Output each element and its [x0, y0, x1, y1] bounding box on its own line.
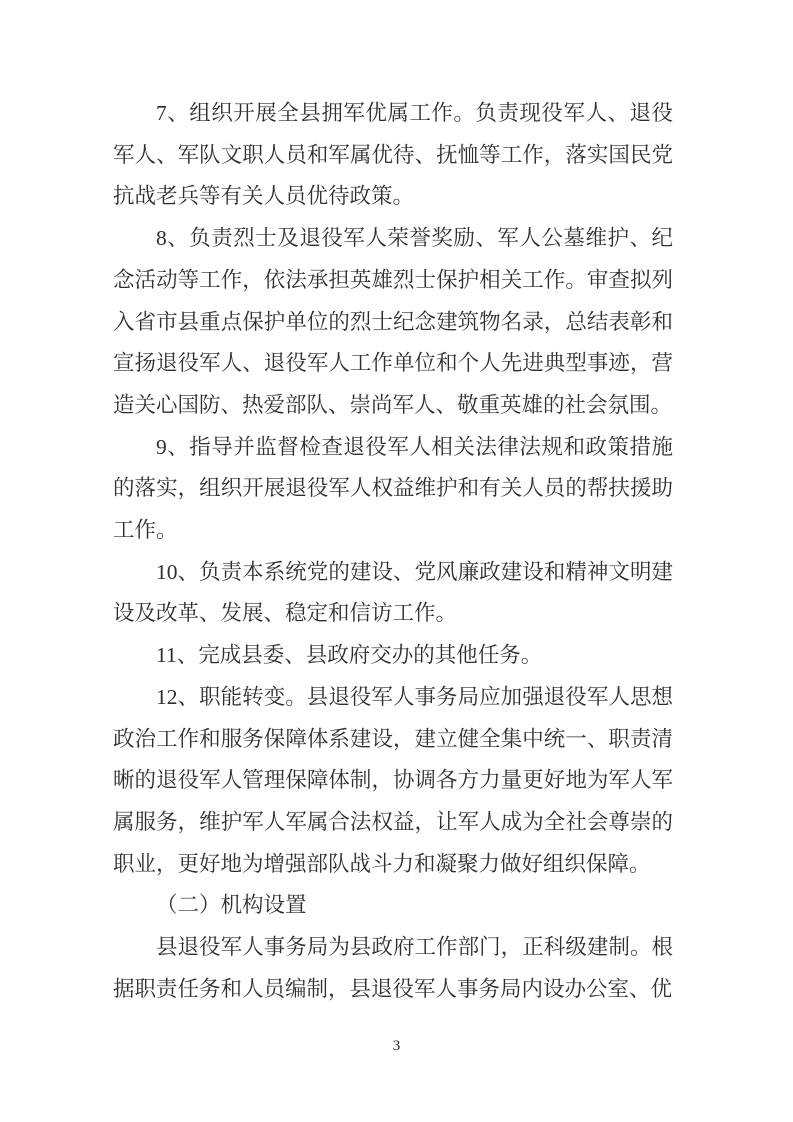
paragraph-org-setup: 县退役军人事务局为县政府工作部门，正科级建制。根据职责任务和人员编制，县退役军人事务局内设办公室、优 [113, 935, 673, 1001]
document-body [113, 93, 673, 1010]
paragraph-item-11: 11、完成县委、县政府交办的其他任务。 [156, 643, 543, 668]
paragraph-item-12: 12、职能转变。县退役军人事务局应加强退役军人思想政治工作和服务保障体系建设，建立健全集中统一、职责清晰的退役军人管理保障体制，协调各方力量更好地为军人军属服务，维护军人军属合法权益，让军人成为全社会尊崇的职业，更好地为增强部队战斗力和凝聚力做好组织保障。 [113, 684, 673, 876]
paragraph-item-8: 8、负责烈士及退役军人荣誉奖励、军人公墓维护、纪念活动等工作，依法承担英雄烈士保护相关工作。审查拟列入省市县重点保护单位的烈士纪念建筑物名录，总结表彰和宣扬退役军人、退役军人工作单位和个人先进典型事迹，营造关心国防、热爱部队、崇尚军人、敬重英雄的社会氛围。 [113, 226, 673, 417]
section-heading-org-setup: （二）机构设置 [156, 893, 307, 918]
paragraph-item-10: 10、负责本系统党的建设、党风廉政建设和精神文明建设及改革、发展、稳定和信访工作。 [113, 559, 673, 626]
paragraph-item-9: 9、指导并监督检查退役军人相关法律法规和政策措施的落实，组织开展退役军人权益维护和有关人员的帮扶援助工作。 [113, 434, 673, 543]
page-number: 3 [392, 1038, 401, 1054]
paragraph-item-7: 7、组织开展全县拥军优属工作。负责现役军人、退役军人、军队文职人员和军属优待、抚恤等工作，落实国民党抗战老兵等有关人员优待政策。 [113, 101, 673, 209]
